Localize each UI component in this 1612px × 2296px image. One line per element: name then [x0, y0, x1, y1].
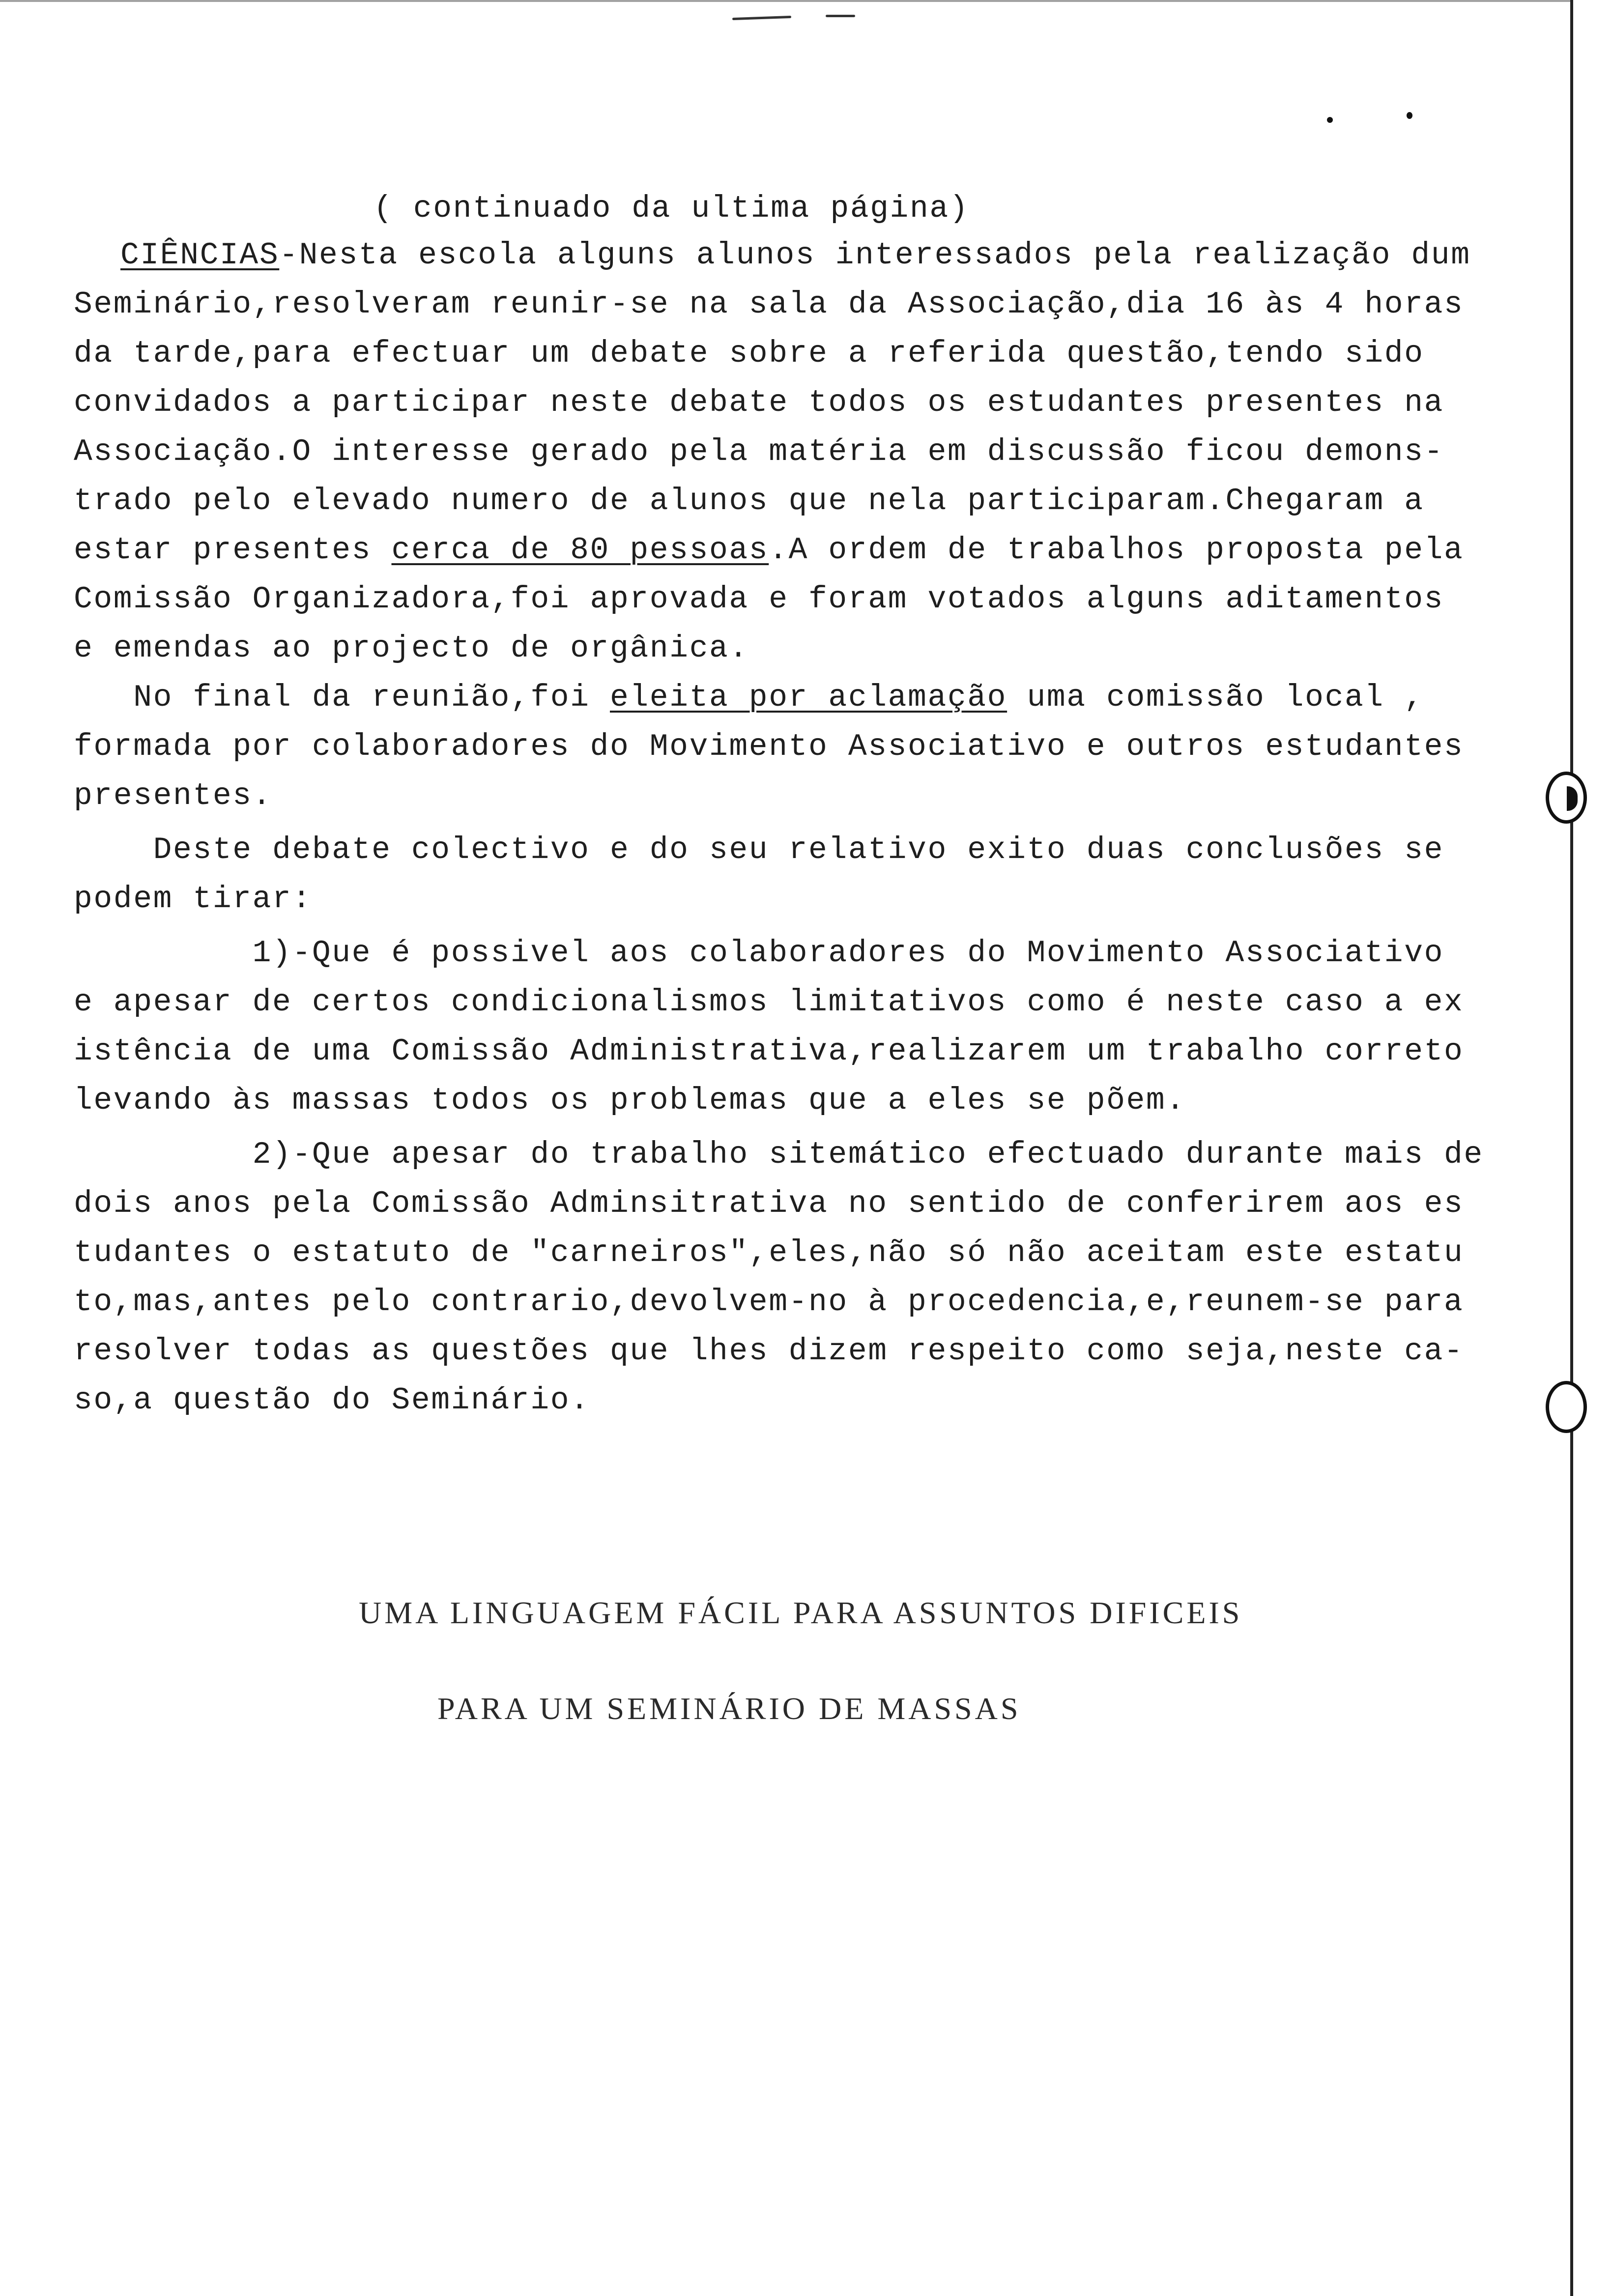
- text-line: Deste debate colectivo e do seu relativo exito duas conclusões se: [74, 832, 1444, 867]
- text-line: presentes.: [74, 778, 273, 813]
- text-line: 2)-Que apesar do trabalho sitemático efectuado durante mais de: [74, 1137, 1484, 1172]
- continued-heading: ( continuado da ultima página): [374, 191, 970, 226]
- text-line: trado pelo elevado numero de alunos que nela participaram.Chegaram a: [74, 484, 1424, 518]
- text-line: Associação.O interesse gerado pela matéria em discussão ficou demons-: [74, 434, 1444, 469]
- text-line: convidados a participar neste debate todos os estudantes presentes na: [74, 385, 1444, 420]
- text-line: e emendas ao projecto de orgânica.: [74, 631, 749, 666]
- ink-mark: [732, 16, 791, 20]
- punch-hole: [1546, 772, 1587, 824]
- ink-dot: [1407, 112, 1412, 119]
- underlined-phrase: eleita por aclamação: [609, 680, 1008, 715]
- text-line: to,mas,antes pelo contrario,devolvem-no à procedencia,e,reunem-se para: [74, 1285, 1464, 1320]
- underlined-phrase: cerca de 80 pessoas: [391, 533, 769, 568]
- section-label: CIÊNCIAS: [120, 238, 280, 273]
- footer-title: UMA LINGUAGEM FÁCIL PARA ASSUNTOS DIFICEIS: [359, 1595, 1243, 1630]
- text-line: resolver todas as questões que lhes dizem respeito como seja,neste ca-: [74, 1334, 1464, 1369]
- ink-mark: [826, 15, 855, 17]
- punch-hole: [1546, 1381, 1587, 1433]
- text-line: levando às massas todos os problemas que a eles se põem.: [74, 1083, 1186, 1118]
- text-line: 1)-Que é possivel aos colaboradores do Movimento Associativo: [74, 936, 1444, 971]
- text-line: formada por colaboradores do Movimento Associativo e outros estudantes: [74, 729, 1464, 764]
- ink-dot: [1327, 117, 1333, 123]
- text-line: da tarde,para efectuar um debate sobre a referida questão,tendo sido: [74, 336, 1424, 371]
- text-line: No final da reunião,foi eleita por aclamação uma comissão local ,: [74, 680, 1424, 715]
- text-line: CIÊNCIAS-Nesta escola alguns alunos interessados pela realização dum: [120, 238, 1471, 273]
- text-line: so,a questão do Seminário.: [74, 1383, 590, 1418]
- page-top-edge: [0, 0, 1573, 2]
- text-line: istência de uma Comissão Administrativa,realizarem um trabalho correto: [74, 1034, 1464, 1069]
- text-line: tudantes o estatuto de "carneiros",eles,não só não aceitam este estatu: [74, 1235, 1464, 1270]
- footer-subtitle: PARA UM SEMINÁRIO DE MASSAS: [437, 1691, 1021, 1726]
- text-line: Seminário,resolveram reunir-se na sala da Associação,dia 16 às 4 horas: [74, 287, 1464, 322]
- page-right-edge: [1570, 0, 1573, 2296]
- text-line: Comissão Organizadora,foi aprovada e foram votados alguns aditamentos: [74, 582, 1444, 617]
- text-line: podem tirar:: [74, 882, 312, 917]
- text-line: e apesar de certos condicionalismos limitativos como é neste caso a ex: [74, 985, 1464, 1020]
- text-line: dois anos pela Comissão Adminsitrativa no sentido de conferirem aos es: [74, 1186, 1464, 1221]
- text-line: estar presentes cerca de 80 pessoas.A ordem de trabalhos proposta pela: [74, 533, 1464, 568]
